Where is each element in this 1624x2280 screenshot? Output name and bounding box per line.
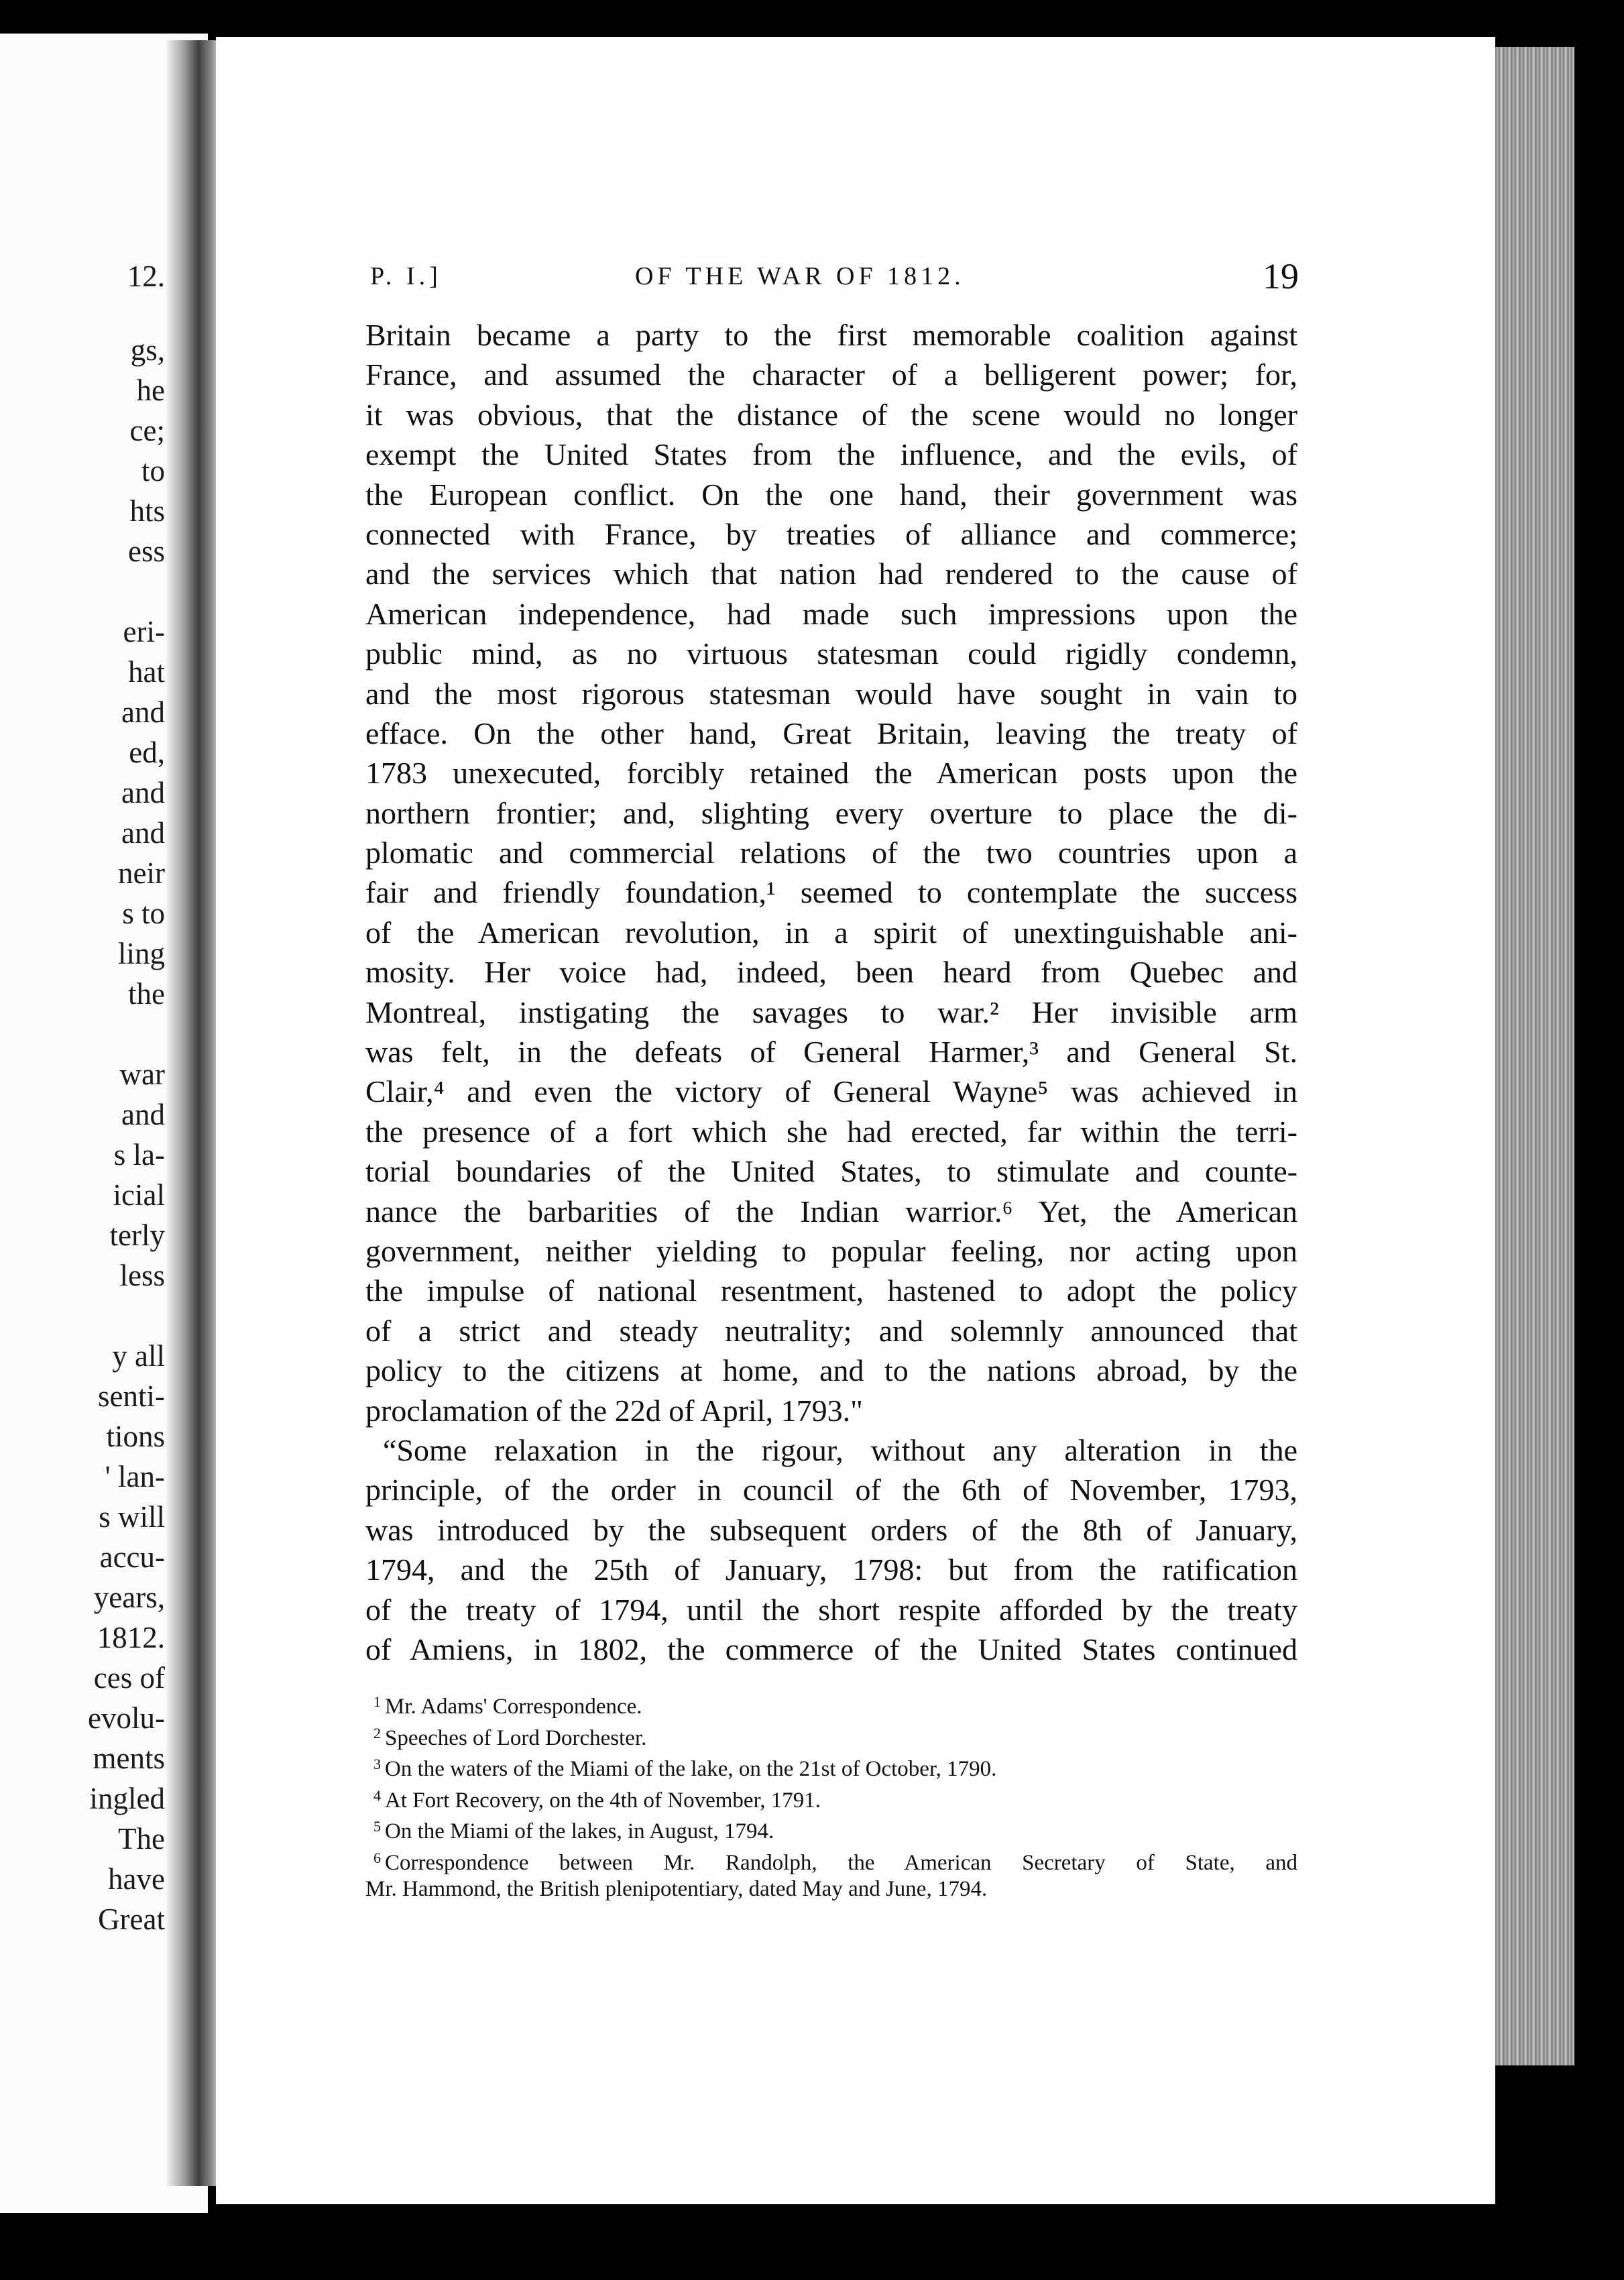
footnote-text: Mr. Hammond, the British plenipotentiary, dated May and June, 1794. bbox=[365, 1877, 988, 1901]
text-line: and the services which that nation had rendered to the cause of bbox=[365, 557, 1297, 591]
chapter-label: P. I.] bbox=[370, 262, 442, 290]
prev-page-line: s will bbox=[99, 1500, 165, 1534]
body-text bbox=[365, 315, 1297, 1669]
text-line: efface. On the other hand, Great Britain, leaving the treaty of bbox=[365, 716, 1297, 750]
prev-page-line: to bbox=[141, 454, 165, 488]
prev-page-line: and bbox=[121, 695, 165, 729]
footnote-text: On the waters of the Miami of the lake, on the 21st of October, 1790. bbox=[385, 1757, 997, 1781]
footnote bbox=[365, 1843, 1297, 1874]
footnote-mark: 5 bbox=[373, 1818, 381, 1835]
prev-page-line: ces of bbox=[93, 1661, 165, 1695]
text-line: of a strict and steady neutrality; and solemnly announced that bbox=[365, 1313, 1297, 1348]
prev-page-line: y all bbox=[112, 1339, 165, 1373]
prev-page-line: evolu- bbox=[88, 1701, 165, 1735]
text-line: was felt, in the defeats of General Harmer,³ and General St. bbox=[365, 1035, 1297, 1070]
prev-page-line: senti- bbox=[98, 1379, 165, 1413]
book-gutter bbox=[166, 40, 220, 2186]
footnote-text: At Fort Recovery, on the 4th of November, 1791. bbox=[385, 1788, 821, 1813]
text-line: it was obvious, that the distance of the scene would no longer bbox=[365, 397, 1297, 432]
text-line: 1794, and the 25th of January, 1798: but from the ratification bbox=[365, 1552, 1297, 1587]
prev-page-line: tions bbox=[106, 1420, 165, 1453]
footnote bbox=[365, 1749, 1297, 1780]
prev-page-line: icial bbox=[113, 1178, 165, 1212]
prev-page-line: Great bbox=[98, 1902, 165, 1936]
text-line: the European conflict. On the one hand, their government was bbox=[365, 477, 1297, 512]
text-line: proclamation of the 22d of April, 1793." bbox=[365, 1393, 863, 1428]
footnote bbox=[365, 1780, 1297, 1812]
text-line: was introduced by the subsequent orders of the 8th of January, bbox=[365, 1512, 1297, 1547]
text-line: of the treaty of 1794, until the short respite afforded by the treaty bbox=[365, 1592, 1297, 1627]
prev-page-line: war bbox=[119, 1058, 165, 1091]
footnotes bbox=[365, 1687, 1297, 1905]
text-line: policy to the citizens at home, and to the nations abroad, by the bbox=[365, 1353, 1297, 1388]
prev-page-line: ingled bbox=[89, 1782, 165, 1815]
prev-page-line: ling bbox=[117, 937, 165, 970]
text-line: Clair,⁴ and even the victory of General Wayne⁵ was achieved in bbox=[365, 1074, 1297, 1109]
footnote-text: Speeches of Lord Dorchester. bbox=[385, 1725, 647, 1750]
text-line: Britain became a party to the first memorable coalition against bbox=[365, 318, 1297, 352]
text-line: fair and friendly foundation,¹ seemed to contemplate the success bbox=[365, 875, 1297, 910]
prev-page-line: accu- bbox=[99, 1540, 165, 1574]
prev-page-line: and bbox=[121, 1098, 165, 1131]
prev-page-line: s to bbox=[122, 897, 165, 930]
prev-page-line: have bbox=[108, 1862, 165, 1896]
text-line: connected with France, by treaties of alliance and commerce; bbox=[365, 516, 1297, 551]
footnote-mark: 3 bbox=[373, 1756, 381, 1772]
prev-page-line: ess bbox=[128, 534, 165, 568]
text-line: government, neither yielding to popular feeling, nor acting upon bbox=[365, 1233, 1297, 1268]
prev-page-line: and bbox=[121, 776, 165, 809]
prev-page-line: 12. bbox=[127, 260, 165, 293]
text-line: plomatic and commercial relations of the two countries upon a bbox=[365, 836, 1297, 870]
prev-page-line: ce; bbox=[129, 414, 165, 447]
text-line: Montreal, instigating the savages to war.² Her invisible arm bbox=[365, 994, 1297, 1029]
prev-page-line: s la- bbox=[113, 1138, 165, 1172]
prev-page-line: neir bbox=[118, 856, 165, 890]
prev-page-line: terly bbox=[109, 1218, 165, 1252]
prev-page-line: and bbox=[121, 816, 165, 850]
footnote-text: On the Miami of the lakes, in August, 1794. bbox=[385, 1819, 774, 1843]
text-line: torial boundaries of the United States, to stimulate and counte- bbox=[365, 1154, 1297, 1189]
footnote bbox=[365, 1718, 1297, 1750]
prev-page-line: less bbox=[119, 1259, 165, 1292]
footnote-mark: 6 bbox=[373, 1849, 381, 1866]
text-line: mosity. Her voice had, indeed, been heard from Quebec and bbox=[365, 955, 1297, 990]
footnote-mark: 4 bbox=[373, 1786, 381, 1804]
text-line: of the American revolution, in a spirit of unextinguishable ani- bbox=[365, 915, 1297, 950]
prev-page-line: he bbox=[136, 374, 165, 407]
text-line: the presence of a fort which she had erected, far within the terri- bbox=[365, 1114, 1297, 1149]
running-title: OF THE WAR OF 1812. bbox=[635, 262, 965, 290]
text-line: public mind, as no virtuous statesman could rigidly condemn, bbox=[365, 636, 1297, 671]
prev-page-line: eri- bbox=[123, 615, 165, 648]
text-line: northern frontier; and, slighting every overture to place the di- bbox=[365, 795, 1297, 830]
text-line: France, and assumed the character of a belligerent power; for, bbox=[365, 357, 1297, 392]
prev-page-line: hat bbox=[128, 655, 165, 689]
footnote-mark: 1 bbox=[373, 1693, 381, 1710]
footnote-continuation bbox=[365, 1874, 1297, 1905]
prev-page-line: gs, bbox=[130, 333, 165, 367]
prev-page-line: hts bbox=[129, 494, 165, 528]
text-line: exempt the United States from the influence, and the evils, of bbox=[365, 437, 1297, 472]
text-line: nance the barbarities of the Indian warrior.⁶ Yet, the American bbox=[365, 1194, 1297, 1229]
page-number: 19 bbox=[1263, 256, 1299, 296]
text-line: principle, of the order in council of the 6th of November, 1793, bbox=[365, 1473, 1297, 1507]
text-line: the impulse of national resentment, hastened to adopt the policy bbox=[365, 1273, 1297, 1308]
prev-page-line: the bbox=[128, 977, 165, 1011]
footnote bbox=[365, 1687, 1297, 1718]
prev-page-line: ' lan- bbox=[105, 1460, 165, 1493]
prev-page-line: years, bbox=[93, 1581, 165, 1614]
footnote-text: Correspondence between Mr. Randolph, the American Secretary of State, and bbox=[385, 1850, 1297, 1875]
footnote-text: Mr. Adams' Correspondence. bbox=[385, 1695, 642, 1719]
text-line: American independence, had made such impressions upon the bbox=[365, 596, 1297, 631]
text-line: and the most rigorous statesman would have sought in vain to bbox=[365, 676, 1297, 711]
prev-page-line: ed, bbox=[129, 736, 165, 769]
text-line: “Some relaxation in the rigour, without any alteration in the bbox=[383, 1432, 1297, 1467]
prev-page-line: ments bbox=[93, 1742, 165, 1775]
text-line: 1783 unexecuted, forcibly retained the American posts upon the bbox=[365, 756, 1297, 791]
running-head bbox=[363, 256, 1299, 296]
footnote-mark: 2 bbox=[373, 1724, 381, 1742]
prev-page-line: The bbox=[118, 1822, 165, 1856]
prev-page-line: 1812. bbox=[97, 1621, 165, 1654]
text-line: of Amiens, in 1802, the commerce of the United States continued bbox=[365, 1632, 1297, 1666]
footnote bbox=[365, 1811, 1297, 1843]
page-edge bbox=[1495, 47, 1574, 2065]
